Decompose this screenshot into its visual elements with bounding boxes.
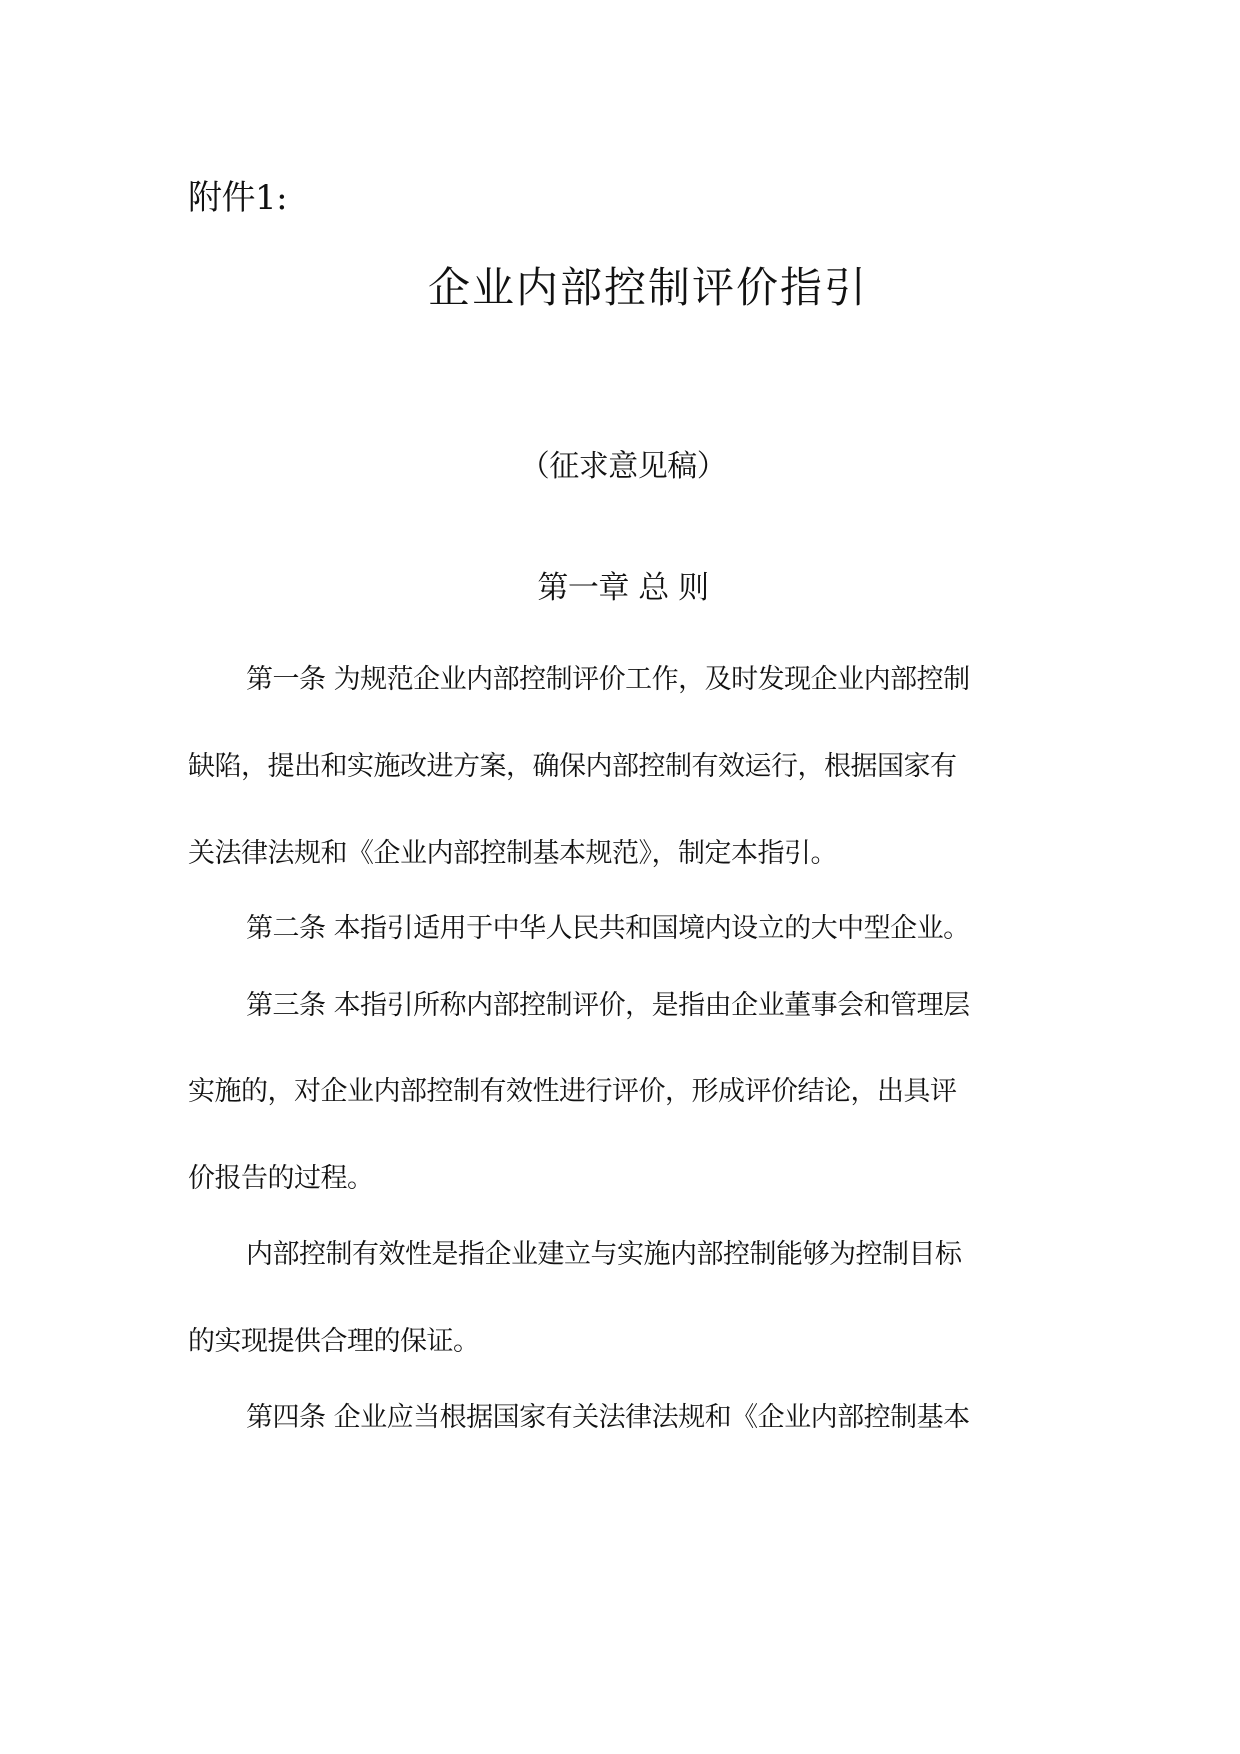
attachment-label: 附件1: (188, 178, 288, 218)
article-3-line-2: 实施的，对企业内部控制有效性进行评价，形成评价结论，出具评 (188, 1076, 957, 1107)
article-4-line-1: 第四条 企业应当根据国家有关法律法规和《企业内部控制基本 (246, 1402, 970, 1433)
effectiveness-line-1: 内部控制有效性是指企业建立与实施内部控制能够为控制目标 (246, 1239, 962, 1270)
article-3-line-1: 第三条 本指引所称内部控制评价，是指由企业董事会和管理层 (246, 990, 970, 1021)
article-1-line-2: 缺陷，提出和实施改进方案，确保内部控制有效运行，根据国家有 (188, 751, 957, 782)
article-1-line-3: 关法律法规和《企业内部控制基本规范》，制定本指引。 (188, 838, 837, 869)
article-2-line-1: 第二条 本指引适用于中华人民共和国境内设立的大中型企业。 (246, 913, 970, 944)
article-3-line-3: 价报告的过程。 (188, 1163, 374, 1194)
effectiveness-line-2: 的实现提供合理的保证。 (188, 1326, 480, 1357)
chapter-heading: 第一章 总 则 (537, 570, 709, 606)
document-title: 企业内部控制评价指引 (427, 263, 868, 312)
article-1-line-1: 第一条 为规范企业内部控制评价工作，及时发现企业内部控制 (246, 664, 970, 695)
document-subtitle: （征求意见稿） (519, 449, 727, 484)
